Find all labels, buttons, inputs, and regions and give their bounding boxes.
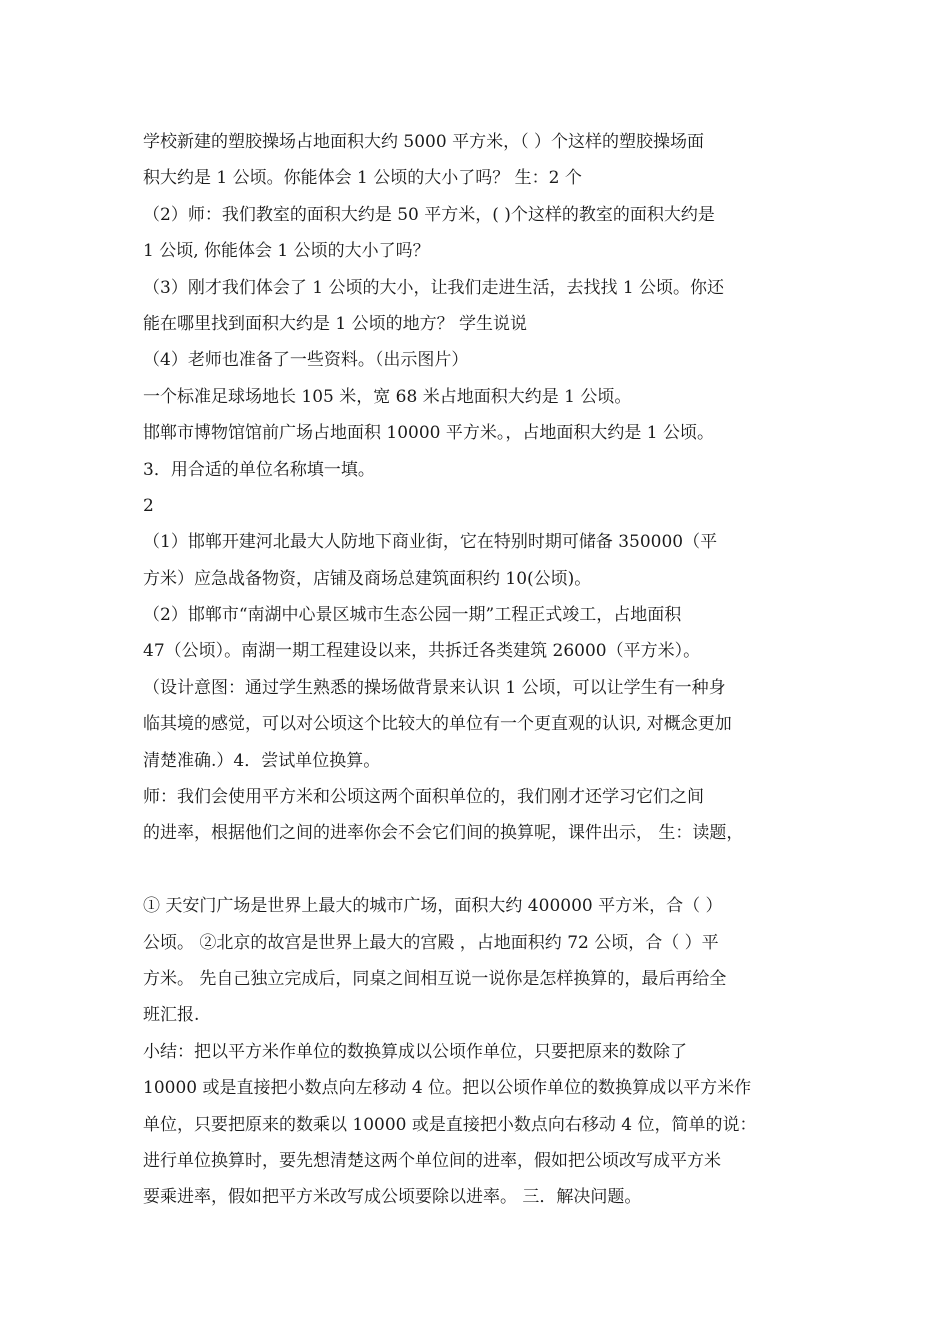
text-line: 一个标准足球场地长 105 米，宽 68 米占地面积大约是 1 公顷。 bbox=[143, 386, 632, 407]
text-line: 方米。 先自己独立完成后，同桌之间相互说一说你是怎样换算的，最后再给全 bbox=[143, 968, 727, 989]
text-line: （3）刚才我们体会了 1 公顷的大小，让我们走进生活，去找找 1 公顷。你还 bbox=[143, 277, 725, 298]
text-line: 师：我们会使用平方米和公顷这两个面积单位的，我们刚才还学习它们之间 bbox=[143, 787, 704, 808]
text-line: （设计意图：通过学生熟悉的操场做背景来认识 1 公顷，可以让学生有一种身 bbox=[143, 677, 726, 698]
text-line: （2）师：我们教室的面积大约是 50 平方米，( )个这样的教室的面积大约是 bbox=[143, 204, 715, 225]
text-line: 班汇报. bbox=[143, 1005, 200, 1026]
text-line: 3．用合适的单位名称填一填。 bbox=[143, 459, 375, 480]
text-line: 邯郸市博物馆馆前广场占地面积 10000 平方米。，占地面积大约是 1 公顷。 bbox=[143, 423, 715, 444]
text-line: 的进率，根据他们之间的进率你会不会它们间的换算呢，课件出示， 生：读题， bbox=[143, 823, 744, 844]
text-line: 47（公顷）。南湖一期工程建设以来，共拆迁各类建筑 26000（平方米）。 bbox=[143, 641, 701, 662]
text-line: 公顷。 ②北京的故宫是世界上最大的宫殿 ，占地面积约 72 公顷，合（ ）平 bbox=[143, 932, 719, 953]
blank-line bbox=[143, 852, 823, 888]
document-body bbox=[143, 124, 823, 1216]
text-line: 单位，只要把原来的数乘以 10000 或是直接把小数点向右移动 4 位，简单的说： bbox=[143, 1114, 757, 1135]
text-line: 能在哪里找到面积大约是 1 公顷的地方？ 学生说说 bbox=[143, 313, 528, 334]
text-line: 学校新建的塑胶操场占地面积大约 5000 平方米，（ ）个这样的塑胶操场面 bbox=[143, 132, 704, 152]
text-line: 积大约是 1 公顷。你能体会 1 公顷的大小了吗？ 生：2 个 bbox=[143, 168, 582, 189]
text-line: ① 天安门广场是世界上最大的城市广场，面积大约 400000 平方米，合（ ） bbox=[143, 896, 723, 917]
text-line: 方米）应急战备物资，店铺及商场总建筑面积约 10(公顷)。 bbox=[143, 568, 592, 589]
text-line: （2）邯郸市“南湖中心景区城市生态公园一期”工程正式竣工，占地面积 bbox=[143, 605, 682, 626]
text-line: 2 bbox=[143, 495, 154, 516]
text-line: 小结：把以平方米作单位的数换算成以公顷作单位，只要把原来的数除了 bbox=[143, 1041, 687, 1062]
text-line: （1）邯郸开建河北最大人防地下商业街，它在特别时期可储备 350000（平 bbox=[143, 532, 718, 553]
text-line: 临其境的感觉，可以对公顷这个比较大的单位有一个更直观的认识, 对概念更加 bbox=[143, 714, 732, 735]
text-line: 进行单位换算时，要先想清楚这两个单位间的进率，假如把公顷改写成平方米 bbox=[143, 1150, 721, 1171]
text-line: 1 公顷, 你能体会 1 公顷的大小了吗？ bbox=[143, 241, 430, 262]
text-line: （4）老师也准备了一些资料。（出示图片） bbox=[143, 350, 469, 371]
text-line: 要乘进率，假如把平方米改写成公顷要除以进率。 三．解决问题。 bbox=[143, 1187, 642, 1208]
text-line: 10000 或是直接把小数点向左移动 4 位。把以公顷作单位的数换算成以平方米作 bbox=[143, 1078, 752, 1099]
text-line: 清楚准确.）4．尝试单位换算。 bbox=[143, 750, 381, 771]
